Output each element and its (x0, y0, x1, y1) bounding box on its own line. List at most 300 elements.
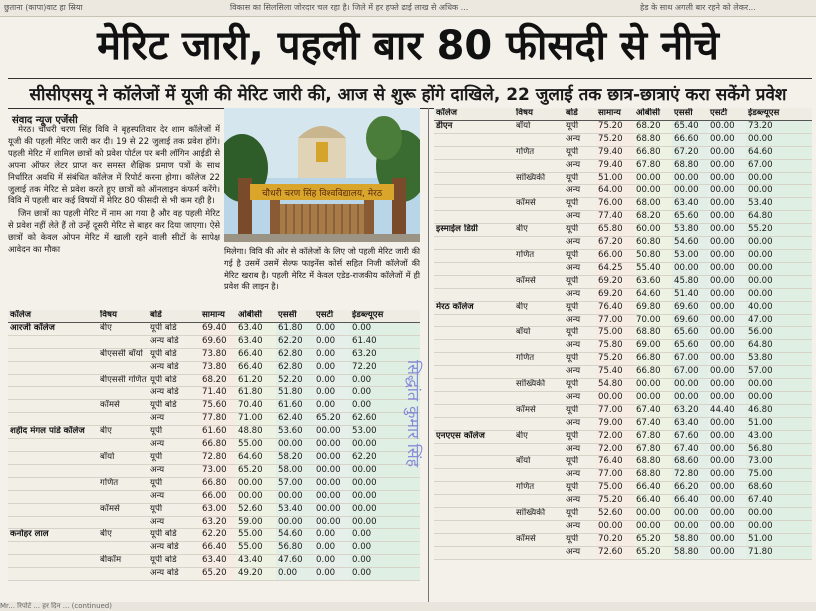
cell-obc: 65.20 (236, 464, 276, 477)
cell-board: अन्य (564, 443, 596, 456)
cell-obc: 67.40 (634, 417, 672, 430)
cell-ews: 46.80 (746, 404, 812, 417)
cell-sc: 00.00 (672, 185, 708, 198)
table-row (8, 477, 420, 490)
cell-board: यूपी (148, 426, 200, 439)
cell-board: यूपी (148, 503, 200, 516)
table-row (434, 417, 812, 430)
cell-obc: 00.00 (634, 379, 672, 392)
cell-st: 00.00 (708, 237, 746, 250)
cell-obc: 63.40 (236, 322, 276, 335)
cell-sc: 62.40 (276, 413, 314, 426)
cell-sc: 00.00 (672, 391, 708, 404)
cell-obc: 60.80 (634, 237, 672, 250)
cell-ews: 0.00 (350, 374, 420, 387)
cell-subject (514, 237, 564, 250)
cell-college (434, 379, 514, 392)
cell-general: 77.00 (596, 404, 634, 417)
cell-board: यूपी (564, 275, 596, 288)
cell-general: 75.40 (596, 366, 634, 379)
cell-subject: कॉमर्स (514, 404, 564, 417)
table-row (8, 348, 420, 361)
table-row (8, 426, 420, 439)
cell-general: 76.40 (596, 456, 634, 469)
cell-sc: 65.60 (672, 327, 708, 340)
cell-subject: कॉमर्स (98, 503, 148, 516)
cell-college (8, 477, 98, 490)
cell-ews: 00.00 (746, 521, 812, 534)
cell-obc: 64.60 (634, 288, 672, 301)
header-st: एसटी (314, 310, 350, 322)
table-row (8, 503, 420, 516)
cell-college (434, 533, 514, 546)
cell-obc: 68.80 (634, 469, 672, 482)
cell-college (8, 516, 98, 529)
cell-subject: गणित (514, 146, 564, 159)
cell-board: अन्य (148, 439, 200, 452)
cell-general: 71.40 (200, 387, 236, 400)
cell-board: अन्य बोर्ड (148, 335, 200, 348)
cell-st: 00.00 (708, 546, 746, 559)
cell-sc: 67.00 (672, 353, 708, 366)
cell-ews: 67.00 (746, 159, 812, 172)
cell-ews: 73.20 (746, 120, 812, 133)
cell-board: यूपी (564, 404, 596, 417)
story-paragraph-1: मेरठ। चौधरी चरण सिंह विवि ने बृहस्पतिवार देर शाम कॉलेजों में यूजी की पहली मेरिट जारी कर दी। 19 से 22 जुलाई तक प्रवेश होंगे। पहली मेरिट में शामिल छात्रों को प्रवेश पोर्टल पर बनी लॉगिन आईडी से अपना ऑफर लेटर प्राप्त कर समस्त शैक्षिक प्रमाण पत्रों के साथ निर्धारित अवधि में संबंधित कॉलेज में रिपोर्ट करना होगा। कॉलेज 22 जुलाई तक मेरिट से प्रवेश करते हुए छात्रों को ऑनलाइन कंफर्म करेंगे। विवि में पहली बार कई विषयों में मेरिट 80 फीसदी से भी कम रही है। (8, 124, 220, 206)
cell-college (434, 456, 514, 469)
cell-ews: 71.80 (746, 546, 812, 559)
cell-board: अन्य (564, 391, 596, 404)
cell-st: 00.00 (314, 451, 350, 464)
cell-college (8, 555, 98, 568)
cell-ews: 64.60 (746, 146, 812, 159)
cell-general: 70.20 (596, 533, 634, 546)
cell-st: 0.00 (314, 400, 350, 413)
header-st: एसटी (708, 108, 746, 120)
cell-college (434, 546, 514, 559)
cell-board: अन्य (564, 340, 596, 353)
cell-sc: 00.00 (276, 490, 314, 503)
cell-general: 76.00 (596, 198, 634, 211)
cell-general: 76.40 (596, 301, 634, 314)
cell-college (8, 568, 98, 581)
cell-st: 0.00 (314, 361, 350, 374)
gate-illustration (224, 108, 420, 242)
cell-st: 00.00 (314, 503, 350, 516)
table-row (434, 495, 812, 508)
cell-ews: 0.00 (350, 400, 420, 413)
cell-subject: कॉमर्स (514, 275, 564, 288)
cell-college (434, 508, 514, 521)
cell-st: 00.00 (708, 262, 746, 275)
cell-st: 0.00 (314, 387, 350, 400)
cell-obc: 64.60 (236, 451, 276, 464)
cell-board: यूपी (564, 249, 596, 262)
cell-obc: 66.40 (634, 495, 672, 508)
cell-st: 0.00 (314, 568, 350, 581)
cell-ews: 61.40 (350, 335, 420, 348)
cell-board: अन्य (148, 464, 200, 477)
cell-ews: 00.00 (746, 508, 812, 521)
cell-ews: 00.00 (350, 503, 420, 516)
cell-college (434, 495, 514, 508)
cell-general: 72.80 (200, 451, 236, 464)
cell-ews: 56.00 (746, 327, 812, 340)
table-row (434, 275, 812, 288)
cell-board: अन्य (564, 469, 596, 482)
cell-subject: गणित (514, 249, 564, 262)
cell-subject: बॉयो (514, 456, 564, 469)
cell-general: 75.20 (596, 495, 634, 508)
cell-general: 79.40 (596, 159, 634, 172)
header-obc: ओबीसी (634, 108, 672, 120)
cell-college (434, 172, 514, 185)
cell-board: अन्य (564, 521, 596, 534)
cell-board: अन्य (564, 237, 596, 250)
cell-st: 0.00 (314, 374, 350, 387)
cell-board: यूपी (564, 430, 596, 443)
headline-rule (8, 78, 812, 79)
cell-sc: 63.40 (672, 198, 708, 211)
header-subject: विषय (98, 310, 148, 322)
column-divider (428, 108, 429, 611)
cell-board: यूपी (564, 482, 596, 495)
cell-ews: 0.00 (350, 568, 420, 581)
cell-college (434, 482, 514, 495)
cell-obc: 66.80 (634, 353, 672, 366)
cell-college (8, 413, 98, 426)
cell-subject: बीए (514, 430, 564, 443)
cell-board: यूपी (564, 120, 596, 133)
cell-ews: 00.00 (746, 288, 812, 301)
cell-sc: 63.20 (672, 404, 708, 417)
cell-general: 69.40 (200, 322, 236, 335)
cell-st: 0.00 (314, 335, 350, 348)
cell-sc: 54.60 (672, 237, 708, 250)
cell-subject (514, 417, 564, 430)
cell-st: 00.00 (708, 249, 746, 262)
cell-subject (98, 361, 148, 374)
cell-st: 00.00 (708, 417, 746, 430)
cell-st: 00.00 (708, 456, 746, 469)
cell-general: 66.80 (200, 439, 236, 452)
cell-sc: 68.60 (672, 456, 708, 469)
table-row (434, 404, 812, 417)
table-row (434, 185, 812, 198)
cell-sc: 00.00 (276, 439, 314, 452)
header-sc: एससी (672, 108, 708, 120)
cell-sc: 65.40 (672, 120, 708, 133)
table-row (434, 546, 812, 559)
cell-college: एनएएस कॉलेज (434, 430, 514, 443)
table-row (434, 327, 812, 340)
table-row (8, 529, 420, 542)
cell-subject: बीए (514, 301, 564, 314)
cell-sc: 72.80 (672, 469, 708, 482)
cell-st: 00.00 (708, 198, 746, 211)
cell-st: 00.00 (708, 379, 746, 392)
cell-college (434, 237, 514, 250)
cell-st: 00.00 (708, 159, 746, 172)
cell-subject (514, 262, 564, 275)
cell-subject (514, 185, 564, 198)
cell-st: 00.00 (708, 301, 746, 314)
cell-ews: 55.20 (746, 224, 812, 237)
cell-sc: 53.80 (672, 224, 708, 237)
cell-obc: 55.00 (236, 529, 276, 542)
cell-college (8, 361, 98, 374)
table-row (434, 301, 812, 314)
cell-ews: 64.80 (746, 211, 812, 224)
cell-sc: 66.60 (672, 133, 708, 146)
cell-general: 73.00 (200, 464, 236, 477)
cell-college (434, 521, 514, 534)
table-row (8, 490, 420, 503)
cell-college (434, 185, 514, 198)
cell-ews: 0.00 (350, 542, 420, 555)
header-ews: ईडब्ल्यूएस (350, 310, 420, 322)
cell-obc: 55.00 (236, 542, 276, 555)
cell-sc: 62.80 (276, 361, 314, 374)
cell-st: 65.20 (314, 413, 350, 426)
header-subject: विषय (514, 108, 564, 120)
cell-obc: 66.80 (634, 146, 672, 159)
headline: मेरिट जारी, पहली बार 80 फीसदी से नीचे (97, 23, 719, 69)
table-row (434, 159, 812, 172)
cell-board: यूपी (564, 224, 596, 237)
cell-college: आरजी कॉलेज (8, 322, 98, 335)
cell-general: 66.80 (200, 477, 236, 490)
merit-table-right (434, 108, 812, 560)
cell-ews: 00.00 (746, 185, 812, 198)
cell-board: अन्य (564, 495, 596, 508)
cell-subject: गणित (514, 482, 564, 495)
cell-obc: 69.00 (634, 340, 672, 353)
cell-college (434, 159, 514, 172)
cell-board: अन्य (564, 159, 596, 172)
header-sc: एससी (276, 310, 314, 322)
header-college: कॉलेज (434, 108, 514, 120)
cell-st: 00.00 (314, 477, 350, 490)
cell-ews: 00.00 (350, 490, 420, 503)
cell-sc: 66.40 (672, 495, 708, 508)
table-row (434, 211, 812, 224)
table-row (434, 430, 812, 443)
cell-college (434, 288, 514, 301)
cell-subject (98, 335, 148, 348)
cell-obc: 00.00 (634, 391, 672, 404)
cell-general: 52.60 (596, 508, 634, 521)
table-row (434, 198, 812, 211)
cell-st: 00.00 (314, 490, 350, 503)
cell-college (8, 400, 98, 413)
cell-subject: गणित (98, 477, 148, 490)
cell-general: 72.00 (596, 443, 634, 456)
cell-obc: 52.60 (236, 503, 276, 516)
cell-general: 66.00 (596, 249, 634, 262)
cell-subject: बीएससी बॉयो (98, 348, 148, 361)
cell-sc: 53.60 (276, 426, 314, 439)
cell-ews: 00.00 (746, 237, 812, 250)
cell-board: यूपी (564, 508, 596, 521)
cell-college (434, 404, 514, 417)
cell-ews: 47.00 (746, 314, 812, 327)
cell-st: 00.00 (708, 391, 746, 404)
cell-ews: 53.00 (350, 426, 420, 439)
cell-obc: 59.00 (236, 516, 276, 529)
cell-ews: 62.60 (350, 413, 420, 426)
cell-st: 00.00 (708, 495, 746, 508)
cell-ews: 56.80 (746, 443, 812, 456)
table-row (434, 469, 812, 482)
cell-general: 54.80 (596, 379, 634, 392)
cell-subject (514, 443, 564, 456)
cell-subject (514, 391, 564, 404)
cell-sc: 58.00 (276, 464, 314, 477)
cell-board: अन्य (564, 366, 596, 379)
cell-board: अन्य (564, 288, 596, 301)
table-row (8, 451, 420, 464)
cell-subject: सांख्यिकी (514, 379, 564, 392)
table-row (8, 516, 420, 529)
table-row (434, 340, 812, 353)
cell-ews: 63.20 (350, 348, 420, 361)
cell-board: यूपी (564, 456, 596, 469)
cell-obc: 61.80 (236, 387, 276, 400)
cell-obc: 00.00 (634, 521, 672, 534)
cell-subject (98, 413, 148, 426)
cell-obc: 49.20 (236, 568, 276, 581)
cell-sc: 67.00 (672, 366, 708, 379)
cell-sc: 52.20 (276, 374, 314, 387)
cell-ews: 53.80 (746, 353, 812, 366)
table-header-row (434, 108, 812, 120)
table-row (434, 456, 812, 469)
cell-general: 66.00 (200, 490, 236, 503)
cell-board: यूपी (564, 379, 596, 392)
cell-ews: 75.00 (746, 469, 812, 482)
cell-general: 00.00 (596, 521, 634, 534)
cell-subject: बॉयो (514, 327, 564, 340)
cell-board: यूपी (148, 451, 200, 464)
cell-college (434, 262, 514, 275)
cell-st: 00.00 (708, 314, 746, 327)
cell-general: 69.20 (596, 275, 634, 288)
top-page-strip (0, 0, 816, 17)
table-row (8, 322, 420, 335)
cell-college (434, 353, 514, 366)
cell-general: 61.60 (200, 426, 236, 439)
cell-subject (514, 159, 564, 172)
cell-board: अन्य (148, 490, 200, 503)
header-board: बोर्ड (564, 108, 596, 120)
cell-general: 69.60 (200, 335, 236, 348)
cell-general: 75.80 (596, 340, 634, 353)
cell-subject (514, 495, 564, 508)
cell-college: इस्माईल डिग्री (434, 224, 514, 237)
top-strip-middle-text: विकास का सिलसिला जोरदार चल रहा है। जिले में हर हफ्ते ढाई लाख से अधिक ... (230, 3, 469, 12)
cell-st: 00.00 (314, 464, 350, 477)
cell-ews: 51.00 (746, 417, 812, 430)
cell-obc: 68.20 (634, 211, 672, 224)
cell-board: अन्य (564, 546, 596, 559)
cell-obc: 68.80 (634, 456, 672, 469)
header-general: सामान्य (200, 310, 236, 322)
cell-obc: 67.40 (634, 404, 672, 417)
cell-sc: 62.80 (276, 348, 314, 361)
cell-general: 66.40 (200, 542, 236, 555)
cell-college (434, 340, 514, 353)
cell-obc: 50.80 (634, 249, 672, 262)
cell-subject: बीए (98, 529, 148, 542)
cell-st: 00.00 (708, 146, 746, 159)
cell-obc: 66.40 (236, 348, 276, 361)
cell-obc: 00.00 (634, 508, 672, 521)
cell-subject (514, 211, 564, 224)
cell-st: 00.00 (708, 275, 746, 288)
cell-obc: 67.80 (634, 430, 672, 443)
cell-subject (514, 366, 564, 379)
cell-general: 00.00 (596, 391, 634, 404)
cell-obc: 68.80 (634, 133, 672, 146)
table-row (434, 482, 812, 495)
cell-subject (514, 133, 564, 146)
cell-obc: 67.80 (634, 159, 672, 172)
cell-subject (514, 469, 564, 482)
table-row (8, 555, 420, 568)
table-header-row (8, 310, 420, 322)
cell-obc: 65.20 (634, 546, 672, 559)
cell-obc: 71.00 (236, 413, 276, 426)
cell-sc: 66.20 (672, 482, 708, 495)
table-row (8, 374, 420, 387)
cell-board: यूपी बोर्ड (148, 529, 200, 542)
cell-obc: 67.80 (634, 443, 672, 456)
cell-board: यूपी बोर्ड (148, 374, 200, 387)
cell-st: 00.00 (314, 426, 350, 439)
table-row (434, 172, 812, 185)
cell-obc: 00.00 (634, 172, 672, 185)
cell-ews: 51.00 (746, 533, 812, 546)
cell-sc: 63.40 (672, 417, 708, 430)
cell-subject: बीए (514, 224, 564, 237)
cell-board: अन्य (564, 314, 596, 327)
cell-general: 77.40 (596, 211, 634, 224)
cell-sc: 62.20 (276, 335, 314, 348)
cell-board: अन्य (564, 133, 596, 146)
cell-sc: 68.80 (672, 159, 708, 172)
cell-subject (514, 340, 564, 353)
cell-subject (98, 387, 148, 400)
cell-st: 00.00 (708, 482, 746, 495)
cell-college (434, 146, 514, 159)
cell-st: 00.00 (708, 120, 746, 133)
header-ews: ईडब्ल्यूएस (746, 108, 812, 120)
cell-board: अन्य बोर्ड (148, 542, 200, 555)
cell-general: 79.40 (596, 146, 634, 159)
cell-sc: 00.00 (672, 172, 708, 185)
cell-sc: 51.80 (276, 387, 314, 400)
subheadline: सीसीएसयू ने कॉलेजों में यूजी की मेरिट जारी की, आज से शुरू होंगे दाखिले, 22 जुलाई तक छात्र-छात्राएं करा सकेंगे प्रवेश (29, 85, 787, 105)
university-gate-photo (224, 108, 420, 242)
cell-college: कनोहर लाल (8, 529, 98, 542)
cell-board: अन्य (564, 262, 596, 275)
header-obc: ओबीसी (236, 310, 276, 322)
cell-college (434, 469, 514, 482)
cell-ews: 0.00 (350, 555, 420, 568)
cell-sc: 67.60 (672, 430, 708, 443)
cell-st: 00.00 (708, 469, 746, 482)
